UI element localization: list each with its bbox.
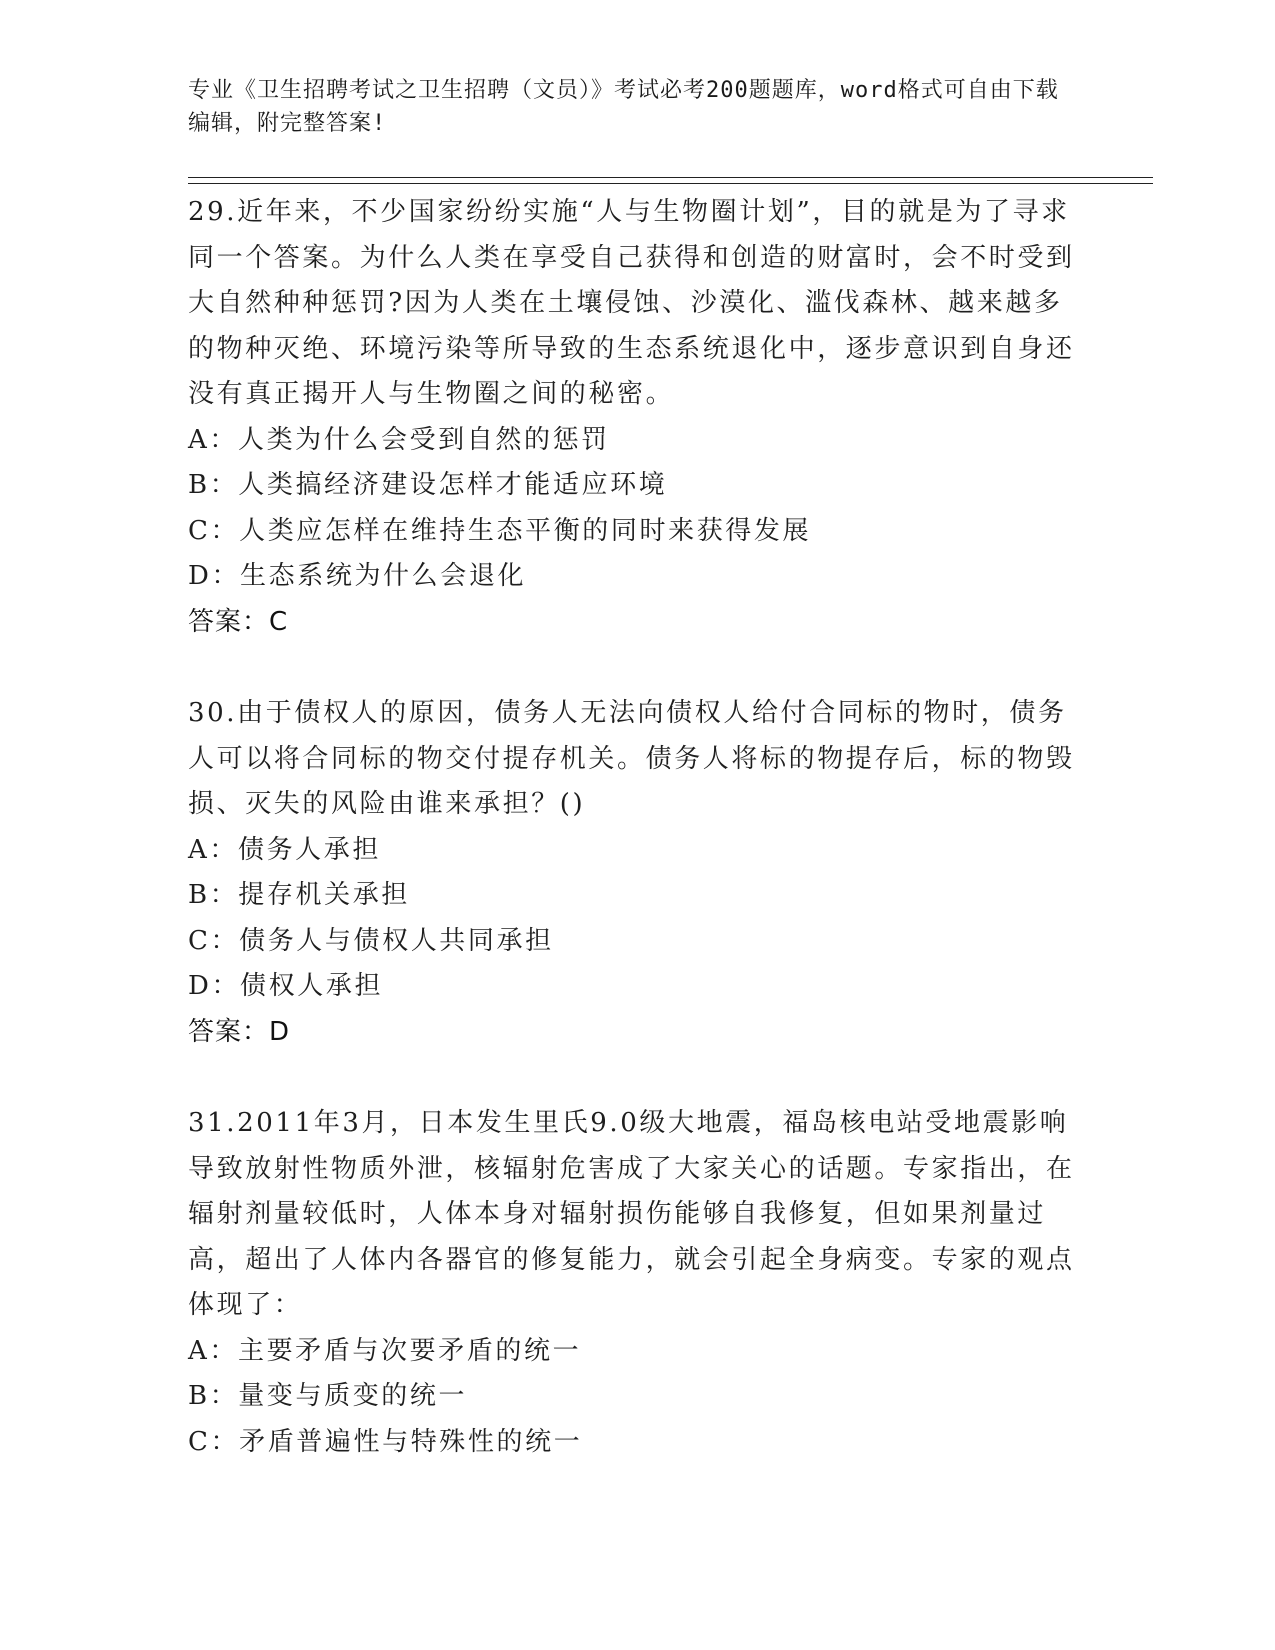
question-text: 31.2011年3月，日本发生里氏9.0级大地震，福岛核电站受地震影响导致放射性物质外泄，核辐射危害成了大家关心的话题。专家指出，在辐射剂量较低时，人体本身对辐射损伤能够自我修复，但如果剂量过高，超出了人体内各器官的修复能力，就会引起全身病变。专家的观点体现了：	[188, 1108, 1075, 1320]
question-text: 30.由于债权人的原因，债务人无法向债权人给付合同标的物时，债务人可以将合同标的物交付提存机关。债务人将标的物提存后，标的物毁损、灭失的风险由谁来承担？()	[188, 698, 1075, 819]
option-a: A：人类为什么会受到自然的惩罚	[188, 424, 610, 455]
option-d: D：债权人承担	[188, 971, 384, 1001]
option-c: C：矛盾普遍性与特殊性的统一	[188, 1426, 583, 1457]
question-30	[188, 691, 1088, 1055]
option-b: B：提存机关承担	[188, 880, 410, 910]
option-c: C：人类应怎样在维持生态平衡的同时来获得发展	[188, 515, 812, 546]
document-header: 专业《卫生招聘考试之卫生招聘（文员）》考试必考200题题库，word格式可自由下载编辑，附完整答案!	[188, 78, 1059, 136]
answer-line: 答案：D	[188, 1016, 291, 1047]
question-list	[188, 190, 1088, 1465]
option-c: C：债务人与债权人共同承担	[188, 925, 554, 956]
question-29	[188, 190, 1088, 645]
header-divider-bottom	[188, 183, 1153, 184]
question-text: 29.近年来，不少国家纷纷实施“人与生物圈计划”，目的就是为了寻求同一个答案。为什么人类在享受自己获得和创造的财富时，会不时受到大自然种种惩罚?因为人类在土壤侵蚀、沙漠化、滥伐森林、越来越多的物种灭绝、环境污染等所导致的生态系统退化中，逐步意识到自身还没有真正揭开人与生物圈之间的秘密。	[188, 197, 1075, 409]
header-divider-top	[188, 177, 1153, 178]
option-b: B：量变与质变的统一	[188, 1381, 468, 1411]
option-a: A：债务人承担	[188, 834, 381, 865]
option-a: A：主要矛盾与次要矛盾的统一	[188, 1335, 582, 1366]
option-b: B：人类搞经济建设怎样才能适应环境	[188, 470, 668, 500]
option-d: D：生态系统为什么会退化	[188, 561, 527, 591]
answer-line: 答案：C	[188, 606, 289, 637]
question-31	[188, 1101, 1088, 1465]
